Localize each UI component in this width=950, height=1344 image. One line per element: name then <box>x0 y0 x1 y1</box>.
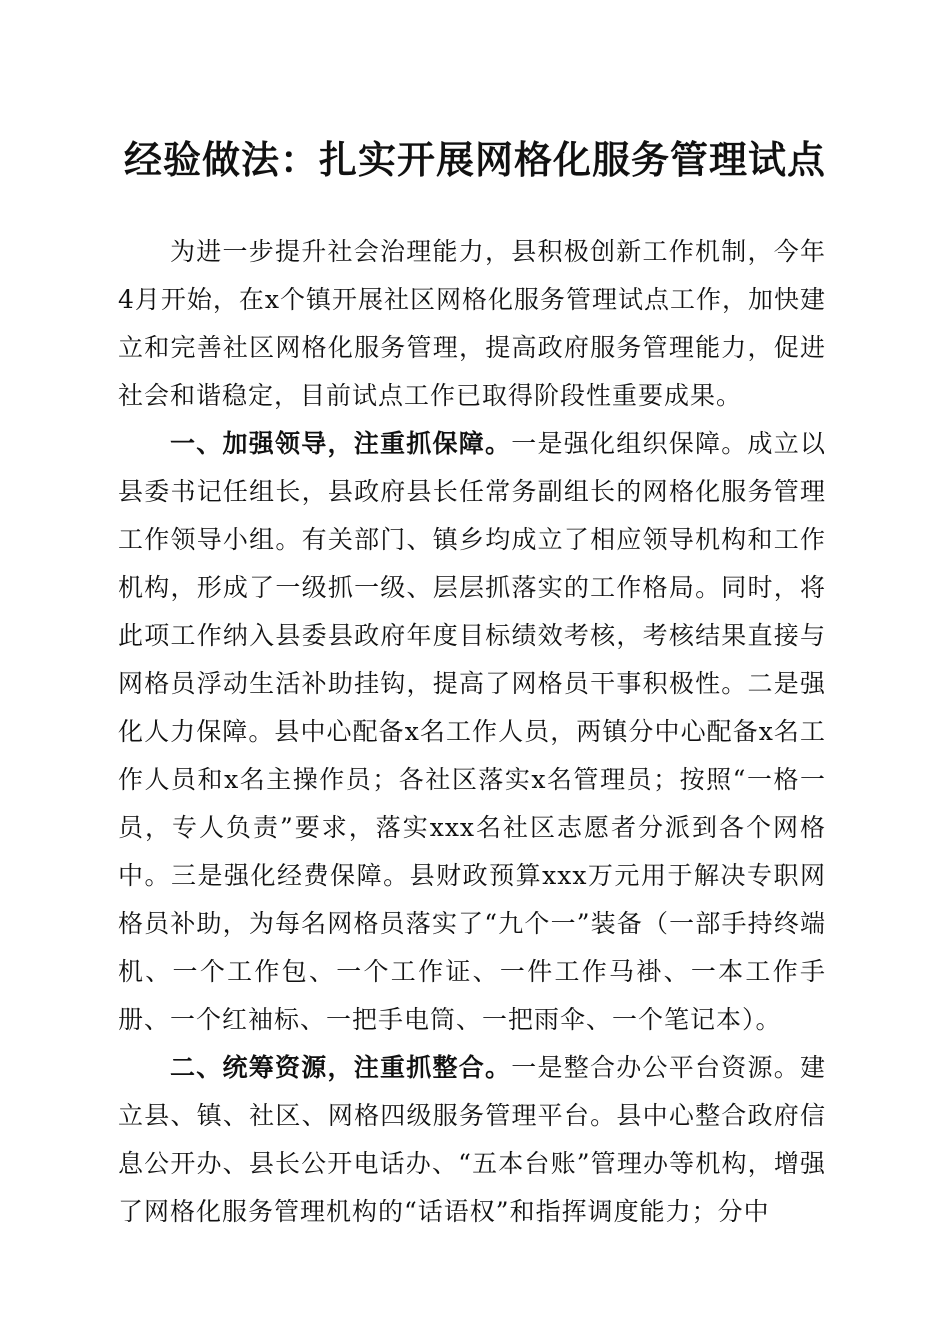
paragraph-intro <box>118 228 826 420</box>
section-2-heading: 二、统筹资源，注重抓整合。 <box>170 1053 512 1082</box>
document-body <box>118 228 826 1236</box>
section-2-text: 一是整合办公平台资源。建立县、镇、社区、网格四级服务管理平台。县中心整合政府信息公开办、县长公开电话办、“五本台账”管理办等机构，增强了网格化服务管理机构的“话语权”和指挥调度能力；分中 <box>118 1053 826 1226</box>
paragraph-section-1 <box>118 420 826 1044</box>
document-title: 经验做法：扎实开展网格化服务管理试点 <box>123 137 826 182</box>
section-1-text: 一是强化组织保障。成立以县委书记任组长，县政府县长任常务副组长的网格化服务管理工作领导小组。有关部门、镇乡均成立了相应领导机构和工作机构，形成了一级抓一级、层层抓落实的工作格局。同时，将此项工作纳入县委县政府年度目标绩效考核，考核结果直接与网格员浮动生活补助挂钩，提高了网格员干事积极性。二是强化人力保障。县中心配备x名工作人员，两镇分中心配备x名工作人员和x名主操作员；各社区落实x名管理员；按照“一格一员，专人负责”要求，落实xxx名社区志愿者分派到各个网格中。三是强化经费保障。县财政预算xxx万元用于解决专职网格员补助，为每名网格员落实了“九个一”装备（一部手持终端机、一个工作包、一个工作证、一件工作马褂、一本工作手册、一个红袖标、一把手电筒、一把雨伞、一个笔记本）。 <box>118 429 826 1034</box>
paragraph-intro-text: 为进一步提升社会治理能力，县积极创新工作机制，今年4月开始，在x个镇开展社区网格化服务管理试点工作，加快建立和完善社区网格化服务管理，提高政府服务管理能力，促进社会和谐稳定，目前试点工作已取得阶段性重要成果。 <box>118 237 827 410</box>
section-1-heading: 一、加强领导，注重抓保障。 <box>170 429 512 458</box>
paragraph-section-2 <box>118 1044 826 1236</box>
